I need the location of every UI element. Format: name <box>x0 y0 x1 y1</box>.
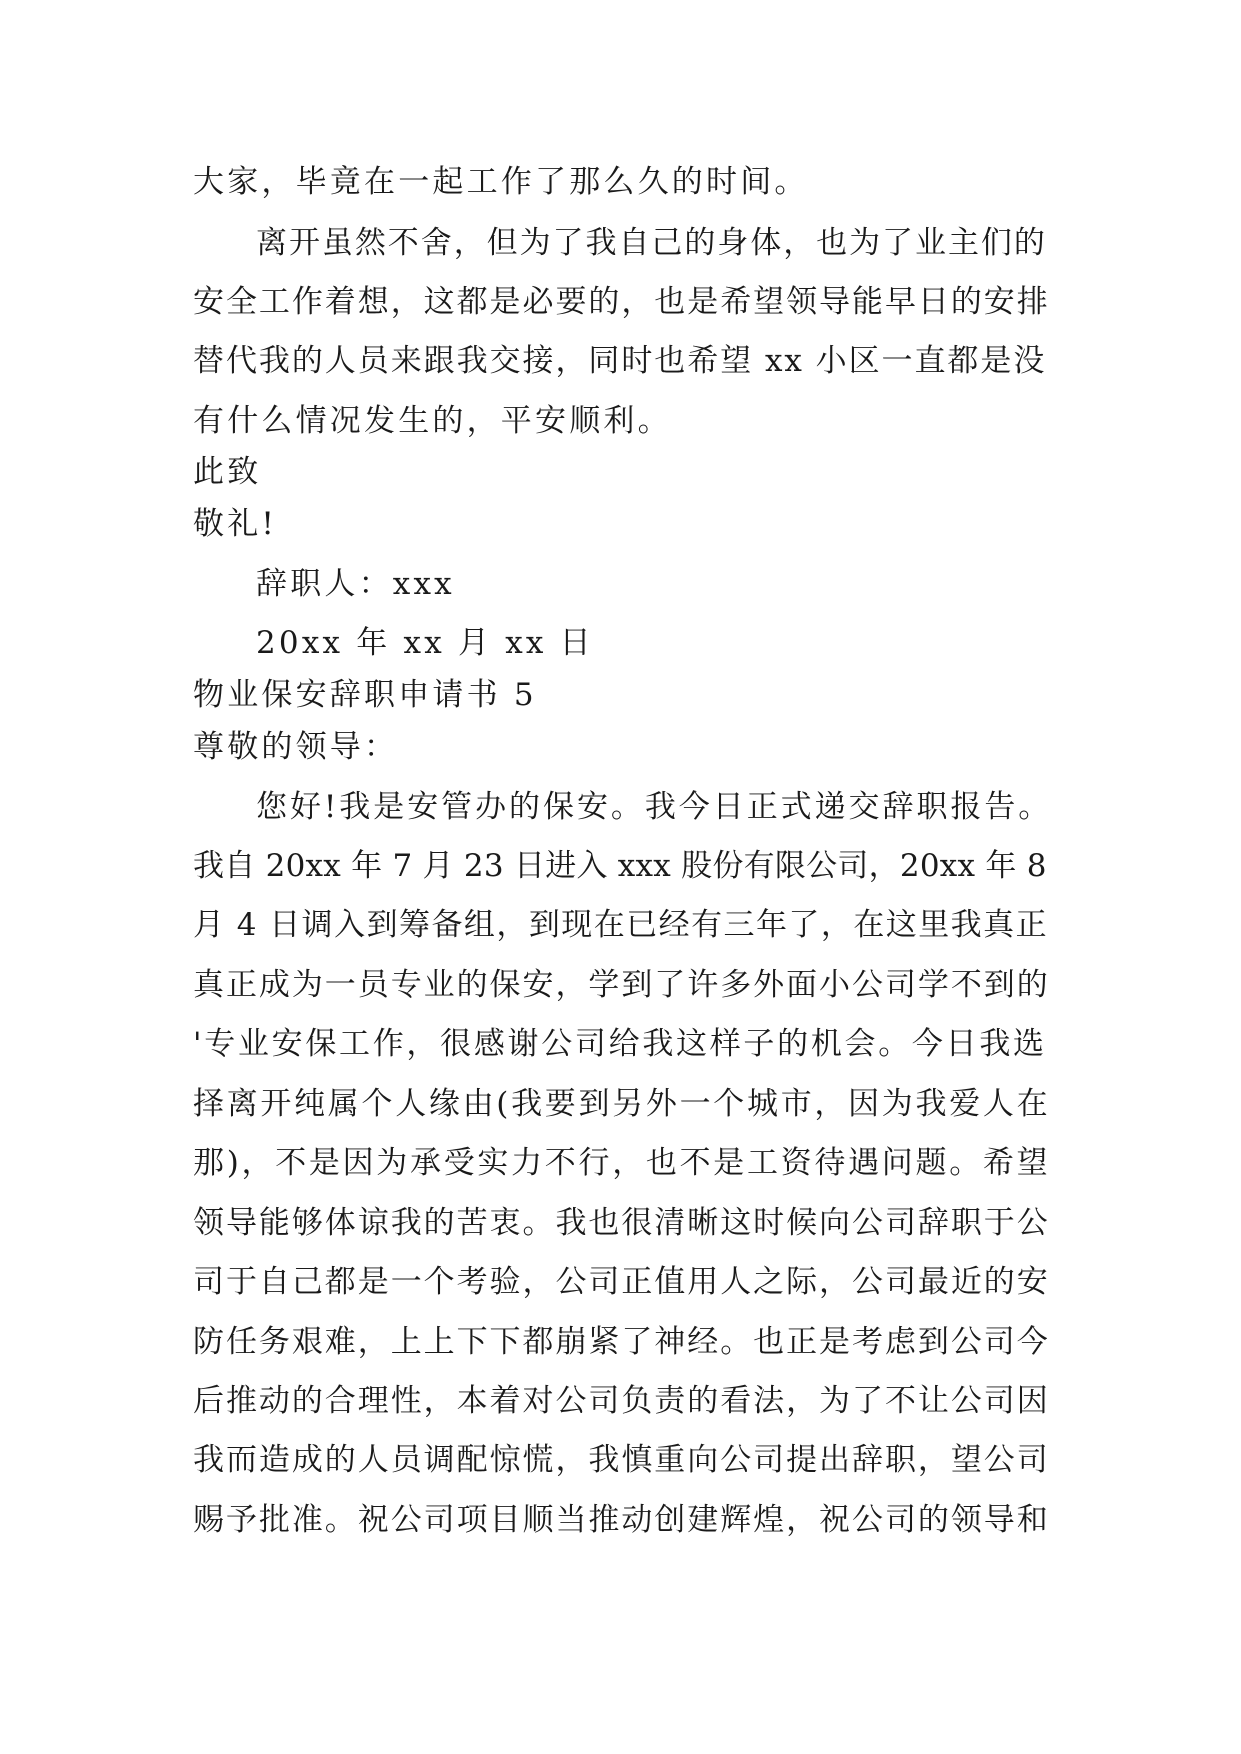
closing-regards: 敬礼! <box>193 506 278 542</box>
section-title: 物业保安辞职申请书 5 <box>193 677 537 713</box>
paragraph-line: 有什么情况发生的，平安顺利。 <box>193 403 672 439</box>
paragraph-line: 赐予批准。祝公司项目顺当推动创建辉煌，祝公司的领导和 <box>193 1502 1050 1538</box>
paragraph-line: 那)，不是因为承受实力不行，也不是工资待遇问题。希望 <box>193 1145 1051 1181</box>
paragraph-line: 替代我的人员来跟我交接，同时也希望 xx 小区一直都是没 <box>193 343 1047 379</box>
paragraph-line: 安全工作着想，这都是必要的，也是希望领导能早日的安排 <box>193 284 1050 320</box>
paragraph-line: 月 4 日调入到筹备组，到现在已经有三年了，在这里我真正 <box>193 907 1049 943</box>
paragraph-line: 大家，毕竟在一起工作了那么久的时间。 <box>193 164 809 200</box>
paragraph-line: 后推动的合理性，本着对公司负责的看法，为了不让公司因 <box>193 1383 1050 1419</box>
paragraph-line: 领导能够体谅我的苦衷。我也很清晰这时候向公司辞职于公 <box>193 1205 1050 1241</box>
paragraph-line: 您好!我是安管办的保安。我今日正式递交辞职报告。 <box>256 789 1053 825</box>
paragraph-line: 我而造成的人员调配惊慌，我慎重向公司提出辞职，望公司 <box>193 1442 1050 1478</box>
paragraph-line: 离开虽然不舍，但为了我自己的身体，也为了业主们的 <box>256 225 1047 261</box>
closing-salutation: 此致 <box>193 454 262 490</box>
paragraph-line: 我自 20xx 年 7 月 23 日进入 xxx 股份有限公司，20xx 年 8 <box>193 848 1047 884</box>
paragraph-line: 司于自己都是一个考验，公司正值用人之际，公司最近的安 <box>193 1264 1050 1300</box>
salutation: 尊敬的领导： <box>193 729 399 765</box>
paragraph-line: 防任务艰难，上上下下都崩紧了神经。也正是考虑到公司今 <box>193 1324 1050 1360</box>
signature-name: 辞职人：xxx <box>256 566 455 602</box>
paragraph-line: 择离开纯属个人缘由(我要到另外一个城市，因为我爱人在 <box>193 1086 1051 1122</box>
paragraph-line: '专业安保工作，很感谢公司给我这样子的机会。今日我选 <box>193 1026 1047 1062</box>
paragraph-line: 真正成为一员专业的保安，学到了许多外面小公司学不到的 <box>193 967 1050 1003</box>
signature-date: 20xx 年 xx 月 xx 日 <box>256 625 594 661</box>
